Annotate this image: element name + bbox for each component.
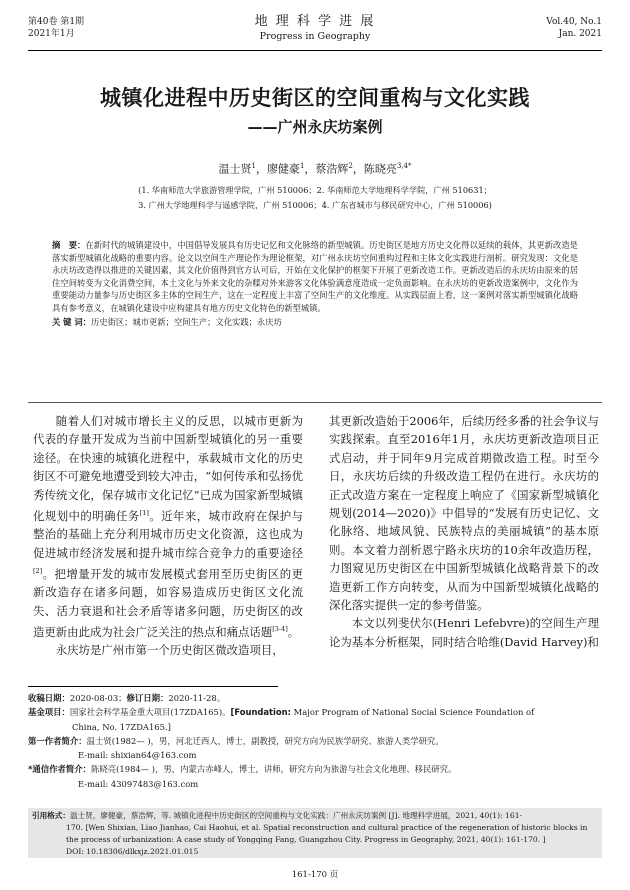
citation-text: the process of urbanization: A case study of Yongqing Fang, Guangzhou City. Progress in Geography, 2021, 40(1): 161-170. ] — [66, 835, 546, 844]
citation-text: 温士贤，廖健豪，蔡浩辉，等. 城镇化进程中历史街区的空间重构与文化实践：广州永庆坊案例 [J]. 地理科学进展，2021, 40(1): 161- — [69, 811, 523, 820]
author-name: 温士贤 — [218, 162, 252, 176]
body-column-right — [329, 412, 599, 651]
author-name: 陈晓亮 — [363, 162, 397, 176]
first-author-email: E-mail: shixian64@163.com — [78, 750, 197, 761]
citation-ref: [1] — [139, 509, 149, 518]
body-text: 随着人们对城市增长主义的反思，以城市更新为代表的存量开发成为当前中国新型城镇化的另一重要途径。在快速的城镇化进程中，承载城市文化的历史街区不可避免地遭受到较大冲击，“如何传承和弘扬优秀传统文化，保存城市文化记忆”已成为国家新型城镇化规划中的明确任务 — [33, 414, 303, 523]
running-header — [28, 14, 602, 48]
revised-date: 2020-11-28。 — [168, 693, 226, 703]
author-affil-mark: 1 — [299, 162, 305, 170]
affiliations — [40, 183, 590, 213]
citation-text: 170. [Wen Shixian, Liao Jianhao, Cai Haohui, et al. Spatial reconstruction and cultural practice of the regeneration of historic blocks in — [66, 823, 588, 832]
keywords-text: 历史街区；城市更新；空间生产；文化实践；永庆坊 — [90, 317, 282, 327]
body-paragraph — [33, 412, 303, 641]
citation-ref: [2] — [33, 567, 43, 576]
body-text: 。把增量开发的城市发展模式套用至历史街区的更新改造存在诸多问题，如容易造成历史街区文化流失、活力衰退和社会矛盾等诸多问题，历史街区的改造更新由此成为社会广泛关注的热点和痛点话题 — [33, 566, 303, 639]
author-list: 温士贤$^1$，廖健豪$^1$，蔡浩辉$^2$，陈晓亮$^{3,4*}$ — [218, 162, 412, 176]
header-rule — [28, 50, 602, 51]
fund-en-label: [Foundation: — [230, 707, 291, 718]
author-name: 廖健豪 — [266, 162, 300, 176]
body-column-left — [33, 412, 303, 660]
corresponding-author-line — [28, 762, 602, 776]
body-paragraph: 本文以列斐伏尔(Henri Lefebvre)的空间生产理论为基本分析框架，同时结合哈维(David Harvey)和 — [329, 616, 599, 649]
footnote-rule — [28, 686, 278, 687]
affiliation-line: 3. 广州大学地理科学与遥感学院，广州 510006；4. 广东省城市与移民研究中心，广州 510006) — [138, 200, 492, 210]
date-cn: 2021年1月 — [28, 29, 75, 39]
page-range: 161-170 页 — [291, 870, 339, 880]
header-center — [28, 14, 602, 43]
body-text: 。 — [287, 624, 300, 639]
fund-en-text: Major Program of National Social Science Foundation of — [291, 707, 535, 718]
dates-line — [28, 691, 602, 705]
journal-name-en: Progress in Geography — [259, 31, 371, 42]
fund-line — [28, 705, 602, 719]
corresponding-author-email: E-mail: 43097483@163.com — [78, 778, 199, 789]
author-affil-mark: 2 — [348, 162, 353, 170]
journal-name-cn: 地 理 科 学 进 展 — [254, 14, 376, 29]
author-affil-mark: 3,4* — [396, 162, 412, 170]
footnotes — [28, 691, 602, 791]
abstract — [52, 239, 578, 329]
citation-box — [28, 808, 602, 858]
body-paragraph: 永庆坊是广州市第一个历史街区微改造项目， — [55, 643, 284, 658]
body-text: 。近年来，城市政府在保护与整治的基础上充分利用城市历史文化资源，这也成为促进城市经济发展和提升城市综合竞争力的重要途径 — [33, 508, 303, 560]
header-right — [546, 16, 602, 40]
article-subtitle: ——广州永庆坊案例 — [247, 118, 383, 136]
abstract-text: 在新时代的城镇建设中，中国倡导发展具有历史记忆和文化脉络的新型城镇。历史街区是地方历史文化得以延续的载体，其更新改造是落实新型城镇化战略的重要内容。论文以空间生产理论作为理论框架，对广州永庆坊空间重构过程和主体文化实践进行剖析。研究发现：文化是永庆坊改造得以推进的关键因素，其文化价值得到官方认可后，开始在文化保护的框架下开展了更新改造工作。更新改造后的永庆坊由原来的居住空间转变为文化消费空间，本土文化与外来文化的杂糅对外来游客文化体验满意度造成一定负面影响。在永庆坊的更新改造案例中，文化作为重要能动力量参与历史街区多主体的空间生产，这在一定程度上丰富了空间生产的文化维度。从实践层面上看，这一案例对落实新型城镇化战略具有参考意义，在城镇化建设中应构建具有地方历史文化特色的新型城镇。 — [52, 240, 578, 313]
abstract-label: 摘 要： — [52, 240, 86, 250]
affiliation-line: (1. 华南师范大学旅游管理学院，广州 510006；2. 华南师范大学地理科学学院，广州 510631； — [138, 185, 492, 195]
fund-text: 国家社会科学基金重大项目(17ZDA165)。 — [69, 707, 231, 718]
citation-label: 引用格式： — [32, 811, 70, 820]
corresponding-author-text: 陈晓亮(1984— )，男，内蒙古赤峰人，博士，讲师，研究方向为旅游与社会文化地理、移民研究。 — [91, 764, 457, 775]
date-en: Jan. 2021 — [558, 29, 602, 39]
fund-label: 基金项目： — [28, 707, 70, 718]
doi: DOI: 10.18306/dlkxjz.2021.01.015 — [66, 847, 199, 856]
abstract-rule — [28, 402, 602, 403]
author-affil-mark: 1 — [251, 162, 256, 170]
received-date: 2020-08-03； — [69, 693, 127, 703]
revised-label: 修订日期： — [126, 693, 169, 703]
fund-line-cont: China, No. 17ZDA165.] — [72, 721, 171, 732]
corresponding-author-label: *通信作者简介： — [28, 764, 92, 775]
received-label: 收稿日期： — [28, 693, 70, 703]
body-paragraph: 其更新改造始于2006年，后续历经多番的社会争议与实践探索。直至2016年1月，永庆坊更新改造项目正式启动，并于同年9月完成首期微改造工程。时至今日，永庆坊后续的升级改造工程仍在进行。永庆坊的正式改造方案在一定程度上响应了《国家新型城镇化规划(2014—2020)》中倡导的“发展有历史记忆、文化脉络、地域风貌、民族特点的美丽城镇”的基本原则。本文着力剖析恩宁路永庆坊的10余年改造历程，力图窥见历史街区在中国新型城镇化战略背景下的改造更新工作方向转变，从而为中国新型城镇化战略的深化落实提供一定的参考借鉴。 — [329, 414, 599, 613]
volume-en: Vol.40, No.1 — [546, 17, 602, 27]
first-author-line — [28, 734, 602, 748]
article-title: 城镇化进程中历史街区的空间重构与文化实践 — [100, 86, 530, 110]
volume-cn: 第40卷 第1期 — [28, 17, 85, 27]
keywords-label: 关 键 词： — [52, 317, 91, 327]
first-author-label: 第一作者简介： — [28, 735, 87, 746]
author-name: 蔡浩辉 — [315, 162, 349, 176]
first-author-text: 温士贤(1982— )，男，河北迁西人，博士，副教授，研究方向为民族学研究、旅游人类学研究。 — [86, 735, 444, 746]
citation-ref: [3-4] — [272, 625, 288, 634]
